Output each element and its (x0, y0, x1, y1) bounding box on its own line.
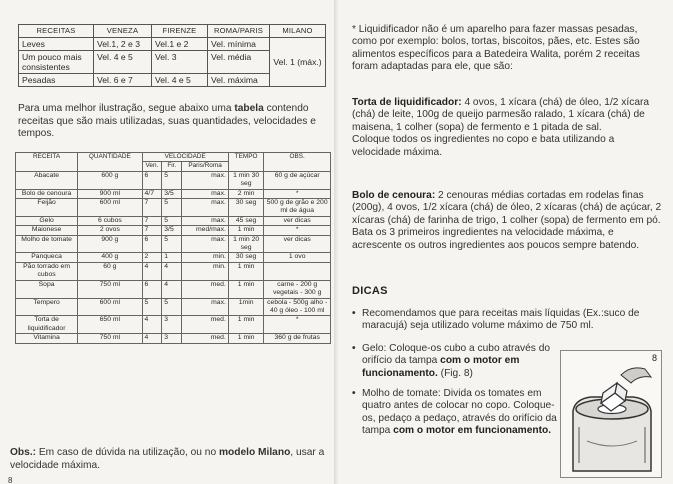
cell-tempo: 30 seg (228, 253, 264, 262)
cell-fir: 3 (162, 334, 182, 343)
cell-fir: 5 (162, 199, 182, 217)
cell-tempo: 2 min (228, 189, 264, 198)
cell-tempo: 1 min (228, 262, 264, 280)
header-ven: Ven. (142, 162, 162, 171)
cell-receita: Tempero (16, 298, 78, 316)
cell-tempo: 30 seg (228, 199, 264, 217)
cell-fir: 3/5 (162, 189, 182, 198)
cell-paris-roma: med. (182, 316, 229, 334)
cell-roma: Vel. mínima (208, 38, 270, 51)
recipe-table (15, 152, 331, 344)
cell-paris-roma: min. (182, 262, 229, 280)
cell-receita: Sopa (16, 280, 78, 298)
cell-fir: 4 (162, 280, 182, 298)
cell-firenze: Vel. 3 (152, 51, 208, 74)
cell-tempo: 1 min 30 seg (228, 171, 264, 189)
blender-note: * Liquidificador não é um aparelho para fazer massas pesadas, como por exemplo: bolos, tortas, biscoitos, pães, etc. Estes são alimentos específicos para a Batedeira Walita, porém 2 receitas foram adaptadas para ele, que são: (352, 24, 640, 73)
figure-8 (560, 350, 662, 478)
cell-receita: Bolo de cenoura (16, 189, 78, 198)
cell-fir: 1 (162, 253, 182, 262)
cell-paris-roma: min. (182, 253, 229, 262)
cell-obs: * (264, 189, 331, 198)
cell-quantidade: 600 ml (78, 298, 142, 316)
cell-fir: 3/5 (162, 226, 182, 235)
obs-note (10, 447, 330, 472)
table-row (16, 235, 331, 253)
cell-fir: 3 (162, 316, 182, 334)
cell-receita: Molho de tomate (16, 235, 78, 253)
dica-volume (352, 308, 664, 333)
cell-obs: * (264, 226, 331, 235)
cell-paris-roma: max. (182, 189, 229, 198)
cell-tempo: 1 min 20 seg (228, 235, 264, 253)
header-obs: OBS. (264, 153, 331, 172)
blender-lid-ice-illustration (561, 351, 661, 477)
page-number: 8 (8, 476, 13, 484)
cell-veneza: Vel.1, 2 e 3 (94, 38, 152, 51)
cell-milano: Vel. 1 (máx.) (270, 38, 326, 87)
torta-title: Torta de liquidificador: (352, 97, 462, 108)
cell-paris-roma: med. (182, 280, 229, 298)
cell-quantidade: 900 g (78, 235, 142, 253)
table-row (16, 189, 331, 198)
cell-paris-roma: max. (182, 171, 229, 189)
table-row (16, 253, 331, 262)
cell-roma: Vel. média (208, 51, 270, 74)
cell-tempo: 1 min (228, 280, 264, 298)
cell-ven: 6 (142, 171, 162, 189)
table-row (16, 316, 331, 334)
cell-veneza: Vel. 4 e 5 (94, 51, 152, 74)
cell-ven: 5 (142, 298, 162, 316)
cell-receita: Gelo (16, 216, 78, 225)
cell-paris-roma: max. (182, 216, 229, 225)
cell-roma: Vel. máxima (208, 74, 270, 87)
table-row (16, 280, 331, 298)
cell-paris-roma: med. (182, 334, 229, 343)
cell-tempo: 45 seg (228, 216, 264, 225)
torta-body: 4 ovos, 1 xícara (chá) de óleo, 1/2 xícara (chá) de leite, 100g de queijo parmesão ralado, 1 xícara (chá) de maisena, 1 colher (sopa) de fermento e 1 pitada de sal. (352, 97, 650, 133)
recipe-table-header (16, 153, 331, 162)
dicas-heading: DICAS (352, 285, 388, 297)
dica-tomate-bold: com o motor em funcionamento. (393, 425, 552, 437)
intro-paragraph (18, 103, 328, 141)
cell-obs: * (264, 316, 331, 334)
cell-paris-roma: max. (182, 199, 229, 217)
table-row (16, 216, 331, 225)
cell-receita: Panqueca (16, 253, 78, 262)
cell-obs: 360 g de frutas (264, 334, 331, 343)
table-row (16, 262, 331, 280)
table-row (16, 171, 331, 189)
obs-label: Obs.: (10, 447, 37, 458)
cell-quantidade: 900 ml (78, 189, 142, 198)
intro-bold: tabela (234, 103, 264, 114)
cell-quantidade: 6 cubos (78, 216, 142, 225)
cell-obs: carne - 200 g vegetais - 300 g (264, 280, 331, 298)
cell-quantidade: 750 ml (78, 280, 142, 298)
cell-obs: 1 ovo (264, 253, 331, 262)
cell-quantidade: 2 ovos (78, 226, 142, 235)
torta-recipe (352, 97, 664, 159)
table-row (19, 38, 326, 51)
cell-ven: 4 (142, 334, 162, 343)
table-row (16, 334, 331, 343)
bullet-icon: • (352, 308, 356, 319)
cell-tempo: 1min (228, 298, 264, 316)
cell-fir: 5 (162, 235, 182, 253)
intro-text-end: contendo receitas que são mais utilizadas, suas quantidades, velocidades e tempos. (18, 103, 316, 139)
cell-ven: 7 (142, 226, 162, 235)
cell-obs: ver dicas (264, 216, 331, 225)
header-velocidade: VELOCIDADE (142, 153, 228, 162)
header-receitas: RECEITAS (19, 25, 94, 38)
dica-gelo-ref: (Fig. 8) (437, 367, 473, 379)
cell-receita: Pão torrado em cubos (16, 262, 78, 280)
header-tempo: TEMPO (228, 153, 264, 172)
header-veneza: VENEZA (94, 25, 152, 38)
table-row (16, 226, 331, 235)
cell-receita: Um pouco mais consistentes (19, 51, 94, 74)
cell-receita: Leves (19, 38, 94, 51)
bolo-recipe (352, 190, 664, 252)
cell-quantidade: 400 g (78, 253, 142, 262)
obs-text: Em caso de dúvida na utilização, ou no (36, 447, 219, 458)
obs-text-end: , usar a velocidade máxima. (10, 447, 325, 471)
dica-tomate (352, 388, 566, 438)
speed-table-header (19, 25, 326, 38)
cell-fir: 5 (162, 216, 182, 225)
cell-obs: ver dicas (264, 235, 331, 253)
header-fir: Fir. (162, 162, 182, 171)
bolo-body: 2 cenouras médias cortadas em rodelas finas (200g), 4 ovos, 1/2 xícara (chá) de óleo, 2 xícaras (chá) de açúcar, 2 xícaras (chá) de farinha de trigo, 1 colher (sopa) de fermento em pó. Bata os 3 primeiros ingredientes na velocidade máxima, e acrescente os outros ingredientes aos poucos sempre batendo. (352, 190, 662, 251)
cell-ven: 4/7 (142, 189, 162, 198)
speed-table (18, 24, 326, 87)
header-roma-paris: ROMA/PARIS (208, 25, 270, 38)
cell-firenze: Vel.1 e 2 (152, 38, 208, 51)
cell-ven: 4 (142, 262, 162, 280)
cell-receita: Pesadas (19, 74, 94, 87)
right-page (338, 0, 673, 484)
dica-volume-text: Recomendamos que para receitas mais líquidas (Ex.:suco de maracujá) seja utilizado volume máximo de 750 ml. (362, 308, 640, 332)
cell-obs: cebola - 500g alho - 40 g óleo - 100 ml (264, 298, 331, 316)
intro-text: Para uma melhor ilustração, segue abaixo uma (18, 103, 235, 114)
cell-tempo: 1 min (228, 226, 264, 235)
cell-quantidade: 60 g (78, 262, 142, 280)
dica-tomate-text: Molho de tomate: Divida os tomates em quatro antes de colocar no copo. Coloque-os, pedaço a pedaço, através do orifício da tampa (362, 388, 557, 437)
torta-instructions: Coloque todos os ingredientes no copo e bata utilizando a velocidade máxima. (352, 134, 615, 158)
cell-quantidade: 750 ml (78, 334, 142, 343)
dica-gelo (352, 343, 566, 380)
cell-tempo: 1 min (228, 316, 264, 334)
bolo-title: Bolo de cenoura: (352, 190, 436, 201)
left-page (0, 0, 336, 484)
table-row (16, 199, 331, 217)
bullet-icon: • (352, 388, 356, 399)
cell-quantidade: 600 ml (78, 199, 142, 217)
cell-ven: 2 (142, 253, 162, 262)
header-firenze: FIRENZE (152, 25, 208, 38)
cell-ven: 4 (142, 316, 162, 334)
cell-fir: 4 (162, 262, 182, 280)
table-row (16, 298, 331, 316)
header-milano: MILANO (270, 25, 326, 38)
cell-obs: 60 g de açúcar (264, 171, 331, 189)
cell-receita: Abacate (16, 171, 78, 189)
cell-receita: Feijão (16, 199, 78, 217)
cell-veneza: Vel. 6 e 7 (94, 74, 152, 87)
cell-obs: 500 g de grão e 200 ml de água (264, 199, 331, 217)
cell-fir: 5 (162, 171, 182, 189)
header-paris-roma: Paris/Roma (182, 162, 229, 171)
cell-ven: 6 (142, 235, 162, 253)
cell-ven: 6 (142, 280, 162, 298)
cell-paris-roma: med/max. (182, 226, 229, 235)
cell-quantidade: 600 g (78, 171, 142, 189)
cell-fir: 5 (162, 298, 182, 316)
dica-gelo-text: Gelo: Coloque-os cubo a cubo através do orifício da tampa (362, 343, 551, 367)
header-quantidade: QUANTIDADE (78, 153, 142, 172)
cell-obs (264, 262, 331, 280)
figure-number: 8 (651, 353, 657, 363)
cell-receita: Maionese (16, 226, 78, 235)
cell-tempo: 1 min (228, 334, 264, 343)
bullet-icon: • (352, 343, 356, 354)
dica-gelo-bold: com o motor em funcionamento. (362, 355, 520, 379)
cell-receita: Vitamina (16, 334, 78, 343)
cell-receita: Torta de liquidificador (16, 316, 78, 334)
cell-quantidade: 650 ml (78, 316, 142, 334)
cell-paris-roma: max. (182, 235, 229, 253)
cell-firenze: Vel. 4 e 5 (152, 74, 208, 87)
obs-bold: modelo Milano (218, 447, 291, 458)
header-receita: RECEITA (16, 153, 78, 172)
cell-ven: 7 (142, 216, 162, 225)
cell-ven: 7 (142, 199, 162, 217)
cell-paris-roma: max. (182, 298, 229, 316)
